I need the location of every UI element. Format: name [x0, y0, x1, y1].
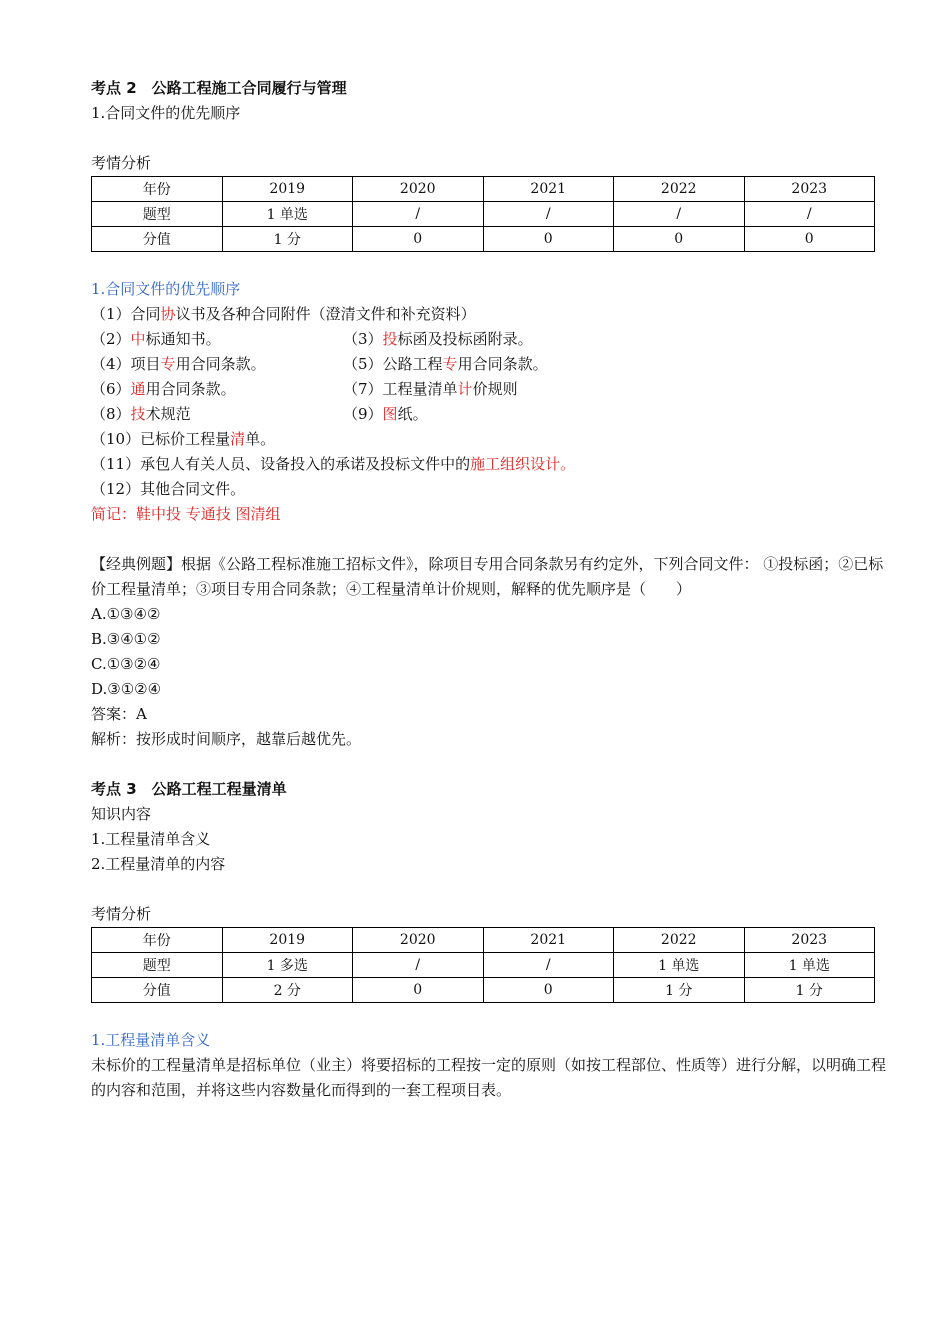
section3-knowledge-title: 1.工程量清单含义: [91, 1031, 211, 1049]
table-cell: 1 分: [614, 978, 745, 1003]
section2-analysis-label: 考情分析: [91, 154, 152, 172]
table-row: [92, 953, 875, 978]
table-header-row: [92, 928, 875, 953]
table-cell: 2 分: [222, 978, 353, 1003]
item-highlight: 中: [130, 330, 146, 348]
item-text: （11）承包人有关人员、设备投入的承诺及投标文件中的: [91, 455, 471, 473]
section2-subtitle: 1.合同文件的优先顺序: [91, 104, 241, 122]
item-text: （9）: [343, 405, 383, 423]
table-cell: /: [744, 202, 875, 227]
table-cell: 2020: [353, 928, 484, 953]
item-highlight: 投: [382, 330, 398, 348]
table-cell: 分值: [92, 978, 223, 1003]
answer: 答案：A: [91, 705, 147, 723]
item-highlight: 清: [230, 430, 246, 448]
section3-analysis-label: 考情分析: [91, 905, 152, 923]
document-page: [91, 76, 886, 1103]
item-text: （2）: [91, 330, 131, 348]
option-d: D.③①②④: [91, 680, 162, 698]
item-highlight: 计: [457, 380, 473, 398]
table-cell: /: [483, 202, 614, 227]
table-cell: 2023: [744, 928, 875, 953]
table-cell: 题型: [92, 202, 223, 227]
option-a: A.①③④②: [91, 605, 161, 623]
item-highlight: 图: [382, 405, 398, 423]
section2-exam-table: [91, 176, 875, 252]
table-cell: 1 多选: [222, 953, 353, 978]
table-cell: 2019: [222, 177, 353, 202]
table-cell: /: [483, 953, 614, 978]
item-text: 议书及各种合同附件（澄清文件和补充资料）: [175, 305, 476, 323]
table-cell: 题型: [92, 953, 223, 978]
list-item: [91, 302, 886, 327]
option-b: B.③④①②: [91, 630, 161, 648]
item-text: （7）工程量清单: [343, 380, 458, 398]
item-highlight: 协: [160, 305, 176, 323]
table-cell: 1 单选: [222, 202, 353, 227]
section3-knowledge-label: 知识内容: [91, 805, 152, 823]
list-row: [91, 402, 886, 427]
table-cell: /: [353, 953, 484, 978]
item-text: （1）合同: [91, 305, 161, 323]
item-text: 标函及投标函附录。: [397, 330, 533, 348]
item-highlight: 技: [130, 405, 146, 423]
table-header-row: [92, 177, 875, 202]
table-cell: 2022: [614, 177, 745, 202]
item-text: 单。: [245, 430, 276, 448]
item-highlight: 通: [130, 380, 146, 398]
explanation: 解析：按形成时间顺序，越靠后越优先。: [91, 730, 362, 748]
list-item: [91, 327, 343, 352]
table-cell: 0: [744, 227, 875, 252]
table-cell: 分值: [92, 227, 223, 252]
item-highlight: 专: [442, 355, 458, 373]
item-text: （4）项目: [91, 355, 161, 373]
section3-exam-table: [91, 927, 875, 1003]
table-cell: 1 单选: [614, 953, 745, 978]
table-cell: 0: [614, 227, 745, 252]
table-cell: 2023: [744, 177, 875, 202]
section2-knowledge-title: 1.合同文件的优先顺序: [91, 280, 241, 298]
item-highlight: 专: [160, 355, 176, 373]
item-text: 用合同条款。: [145, 380, 236, 398]
item-text: 纸。: [397, 405, 428, 423]
item-text: 术规范: [145, 405, 191, 423]
table-cell: 1 单选: [744, 953, 875, 978]
table-cell: 年份: [92, 177, 223, 202]
list-item: [343, 327, 533, 352]
table-cell: 2019: [222, 928, 353, 953]
table-cell: /: [614, 202, 745, 227]
list-item: [343, 377, 518, 402]
table-cell: 2020: [353, 177, 484, 202]
section3-point: 1.工程量清单含义: [91, 830, 211, 848]
table-cell: 0: [353, 227, 484, 252]
section3-point: 2.工程量清单的内容: [91, 855, 226, 873]
table-cell: /: [353, 202, 484, 227]
table-row: [92, 202, 875, 227]
section3-paragraph: 未标价的工程量清单是招标单位（业主）将要招标的工程按一定的原则（如按工程部位、性质等）进行分解，以明确工程的内容和范围，并将这些内容数量化而得到的一套工程项目表。: [91, 1056, 887, 1099]
table-cell: 0: [483, 978, 614, 1003]
list-item: [91, 402, 343, 427]
option-c: C.①③②④: [91, 655, 161, 673]
list-item: [91, 427, 886, 452]
item-text: （5）公路工程: [343, 355, 443, 373]
table-row: [92, 227, 875, 252]
section2-title: 考点 2 公路工程施工合同履行与管理: [91, 79, 347, 97]
table-cell: 年份: [92, 928, 223, 953]
list-row: [91, 377, 886, 402]
item-text: （10）已标价工程量: [91, 430, 231, 448]
item-text: 标通知书。: [145, 330, 221, 348]
item-text: （8）: [91, 405, 131, 423]
list-item: [343, 402, 428, 427]
section3-title: 考点 3 公路工程工程量清单: [91, 780, 287, 798]
list-item: [91, 452, 886, 477]
item-text: （3）: [343, 330, 383, 348]
mnemonic: 简记：鞋中投 专通技 图清组: [91, 505, 281, 523]
item-text: 价规则: [472, 380, 518, 398]
table-cell: 0: [483, 227, 614, 252]
item-text: 用合同条款。: [175, 355, 266, 373]
list-item: [91, 352, 343, 377]
table-cell: 1 分: [222, 227, 353, 252]
list-item: [343, 352, 548, 377]
table-cell: 2021: [483, 928, 614, 953]
list-row: [91, 327, 886, 352]
item-text: 用合同条款。: [457, 355, 548, 373]
list-row: [91, 352, 886, 377]
list-item: （12）其他合同文件。: [91, 480, 246, 498]
item-text: （6）: [91, 380, 131, 398]
table-cell: 0: [353, 978, 484, 1003]
table-cell: 1 分: [744, 978, 875, 1003]
list-item: [91, 377, 343, 402]
table-cell: 2022: [614, 928, 745, 953]
table-cell: 2021: [483, 177, 614, 202]
table-row: [92, 978, 875, 1003]
example-question: 【经典例题】根据《公路工程标准施工招标文件》，除项目专用合同条款另有约定外，下列合同文件： ①投标函；②已标价工程量清单；③项目专用合同条款；④工程量清单计价规则，解释的优先顺序是（ ）: [91, 555, 884, 598]
item-highlight: 施工组织设计。: [470, 455, 576, 473]
